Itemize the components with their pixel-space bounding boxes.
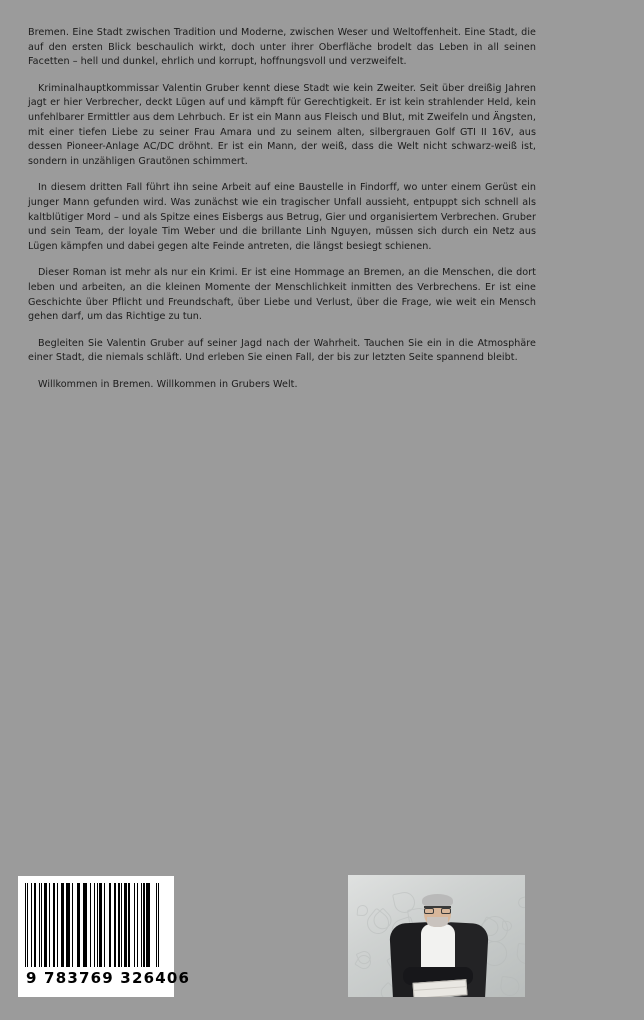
blurb-paragraph: Bremen. Eine Stadt zwischen Tradition und Moderne, zwischen Weser und Weltoffenheit. Eine Stadt, die auf den ersten Blick beschaulich wirkt, doch unter ihrer Oberfläche brodelt das Leben in all seinen Facetten – hell und dunkel, ehrlich und korrupt, hoffnungsvoll und verzweifelt. [28,27,536,68]
barcode-number: 9 783769 326406 [26,969,191,987]
blurb-paragraph: In diesem dritten Fall führt ihn seine Arbeit auf eine Baustelle in Findorff, wo unter einem Gerüst ein junger Mann gefunden wird. Was zunächst wie ein tragischer Unfall aussieht, entpuppt sich schnell als kaltblütiger Mord – und als Spitze eines Eisbergs aus Betrug, Gier und organisiertem Verbrechen. Gruber und sein Team, der loyale Tim Weber und die brillante Linh Nguyen, müssen sich durch ein Netz aus Lügen kämpfen und dabei gegen alte Feinde antreten, die längst besiegt schienen. [28,182,536,252]
book-prop [412,979,467,997]
blurb-paragraph: Willkommen in Bremen. Willkommen in Grubers Welt. [38,378,298,390]
glasses-icon [424,906,451,913]
isbn-barcode [18,876,191,997]
author-portrait [348,875,525,997]
beard [427,917,448,927]
author-figure [377,893,497,997]
blurb-text-block [28,26,536,392]
blurb-paragraph: Kriminalhauptkommissar Valentin Gruber kennt diese Stadt wie kein Zweiter. Seit über dreißig Jahren jagt er hier Verbrecher, deckt Lügen auf und kämpft für Gerechtigkeit. Er ist kein strahlender Held, kein unfehlbarer Ermittler aus dem Lehrbuch. Er ist ein Mann aus Fleisch und Blut, mit Zweifeln und Ängsten, mit einer tiefen Liebe zu seiner Frau Amara und zu seinem alten, silbergrauen Golf GTI II 16V, aus dessen Pioneer-Anlage AC/DC dröhnt. Er ist ein Mann, der weiß, dass die Welt nicht schwarz-weiß ist, sondern in unzähligen Grautönen schimmert. [28,82,536,167]
blurb-paragraph: Dieser Roman ist mehr als nur ein Krimi. Er ist eine Hommage an Bremen, an die Menschen, die dort leben und arbeiten, an die kleinen Momente der Menschlichkeit inmitten des Verbrechens. Er ist eine Geschichte über Pflicht und Freundschaft, über Liebe und Verlust, über die Frage, wie weit ein Mensch gehen darf, um das Richtige zu tun. [28,267,536,323]
blurb-paragraph: Begleiten Sie Valentin Gruber auf seiner Jagd nach der Wahrheit. Tauchen Sie ein in die Atmosphäre einer Stadt, die niemals schläft. Und erleben Sie einen Fall, der bis zur letzten Seite spannend bleibt. [28,337,536,364]
barcode-bars [25,883,167,967]
